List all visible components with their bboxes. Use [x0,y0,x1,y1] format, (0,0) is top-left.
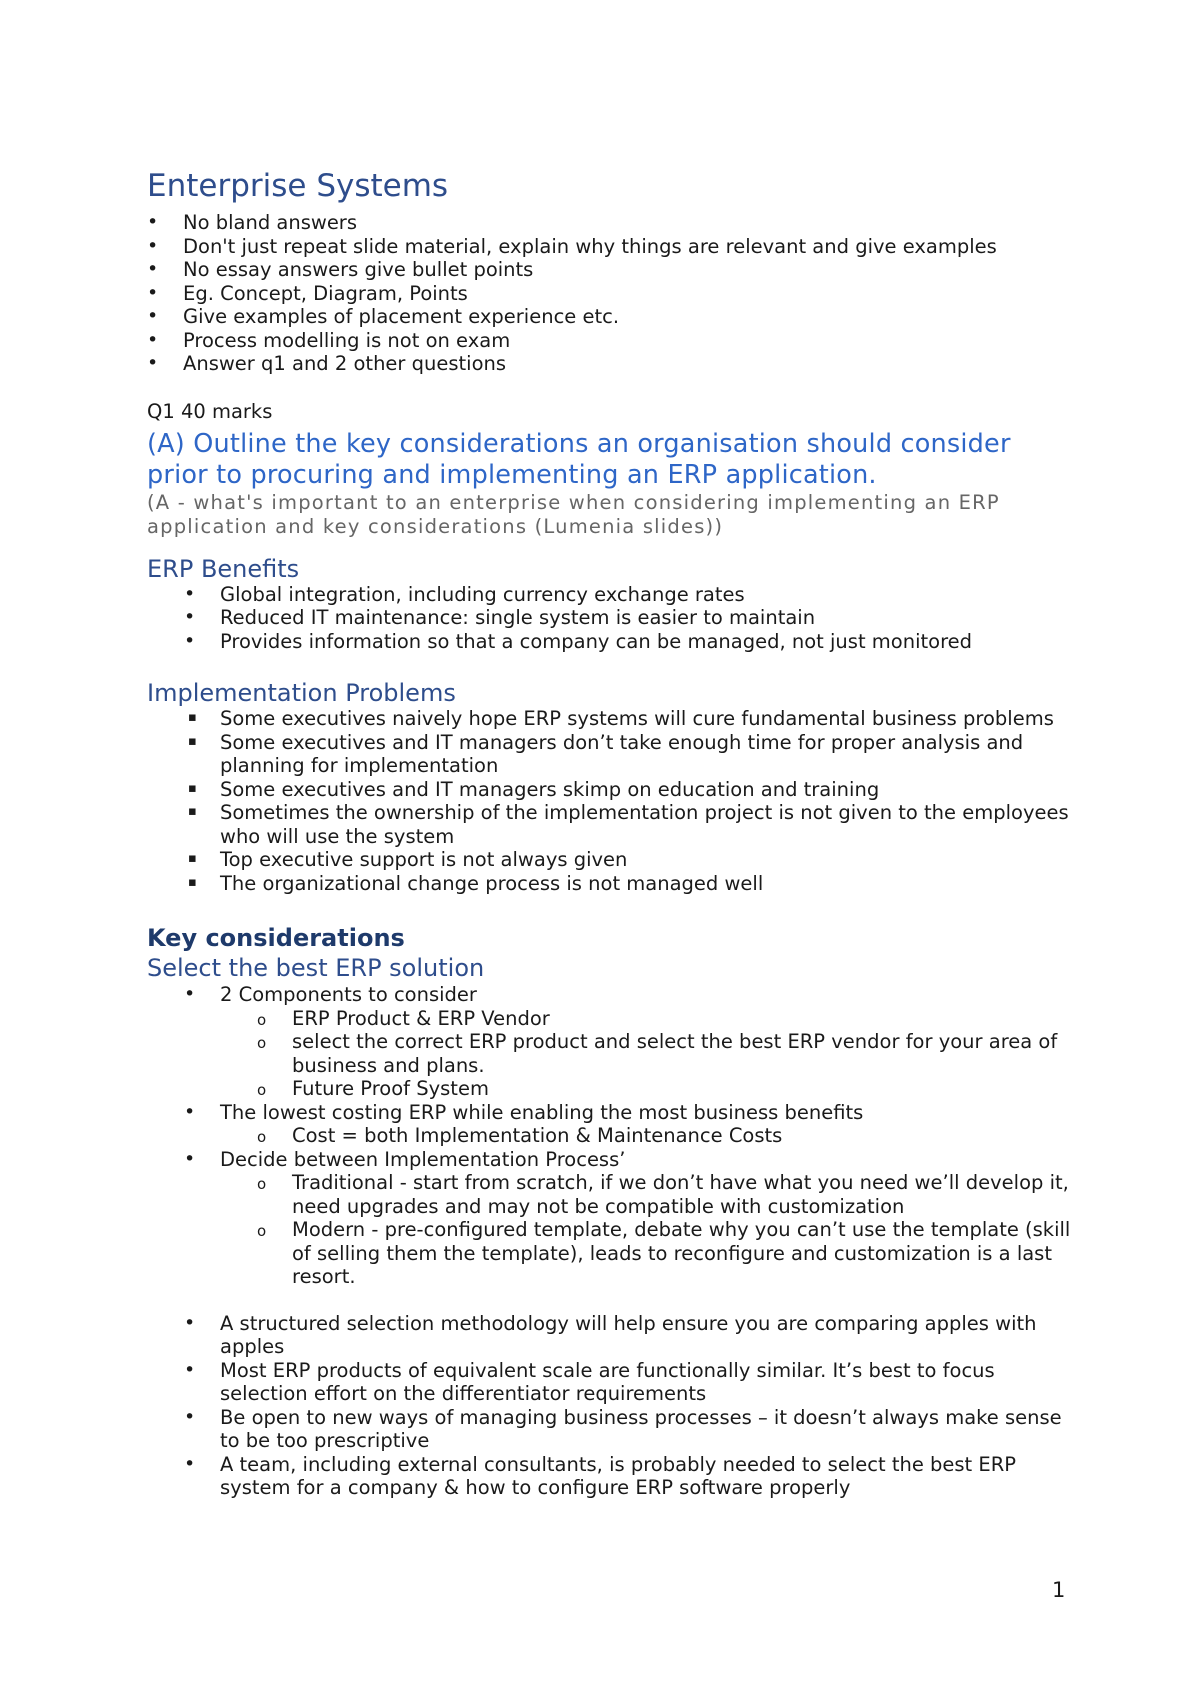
sub-list-item: o Cost = both Implementation & Maintenance Costs [147,1124,1077,1148]
key-considerations-list-cont [147,1101,1077,1125]
sub-list-item: o Modern - pre-configured template, debate why you can’t use the template (skill of selling them the template), leads to reconfigure and customization is a last resort. [147,1218,1077,1289]
list-item: ▪ The organizational change process is not managed well [147,872,1077,896]
implementation-problems-heading: Implementation Problems [147,679,456,708]
list-item: • Provides information so that a company can be managed, not just monitored [147,630,1077,654]
erp-benefits-heading: ERP Benefits [147,554,300,583]
spacer [147,1289,1077,1312]
list-item: ▪ Top executive support is not always given [147,848,1077,872]
sub-list-item: o select the correct ERP product and select the best ERP vendor for your area of business and plans. [147,1030,1077,1077]
question-heading: (A) Outline the key considerations an organisation should consider prior to procuring and implementing an ERP application. [147,428,1011,490]
list-item: • Decide between Implementation Process’ [147,1148,1077,1172]
sub-list [147,1171,1077,1289]
question-note: (A - what's important to an enterprise when considering implementing an ERP application and key considerations (Lumenia slides)) [147,490,1000,538]
sub-list-item: o Future Proof System [147,1077,1077,1101]
intro-bullet-list [147,211,1077,376]
page-title: Enterprise Systems [147,168,449,204]
key-considerations-list [147,983,1077,1007]
selection-advice-list [147,1312,1077,1500]
erp-benefits-list [147,583,1077,654]
key-considerations-list-cont [147,1148,1077,1172]
list-item: • Most ERP products of equivalent scale are functionally similar. It’s best to focus selection effort on the differentiator requirements [147,1359,1077,1406]
list-item: • 2 Components to consider [147,983,1077,1007]
list-item: • A structured selection methodology will help ensure you are comparing apples with apples [147,1312,1077,1359]
sub-list [147,1007,1077,1101]
list-item: • Eg. Concept, Diagram, Points [147,282,1077,306]
list-item: • Reduced IT maintenance: single system is easier to maintain [147,606,1077,630]
list-item: • Global integration, including currency exchange rates [147,583,1077,607]
list-item: • Be open to new ways of managing business processes – it doesn’t always make sense to be too prescriptive [147,1406,1077,1453]
question-marks: Q1 40 marks [147,399,273,423]
list-item: ▪ Some executives and IT managers skimp on education and training [147,778,1077,802]
select-erp-subheading: Select the best ERP solution [147,954,485,983]
list-item: • Process modelling is not on exam [147,329,1077,353]
list-item: • Give examples of placement experience etc. [147,305,1077,329]
list-item: ▪ Sometimes the ownership of the implementation project is not given to the employees who will use the system [147,801,1077,848]
list-item: • No essay answers give bullet points [147,258,1077,282]
sub-list [147,1124,1077,1148]
list-item: • No bland answers [147,211,1077,235]
list-item: • Don't just repeat slide material, explain why things are relevant and give examples [147,235,1077,259]
sub-list-item: o Traditional - start from scratch, if we don’t have what you need we’ll develop it, need upgrades and may not be compatible with customization [147,1171,1077,1218]
implementation-problems-list [147,707,1077,895]
page-number: 1 [1052,1578,1066,1602]
document-body [147,168,1077,1500]
list-item: • Answer q1 and 2 other questions [147,352,1077,376]
list-item: • The lowest costing ERP while enabling the most business benefits [147,1101,1077,1125]
key-considerations-heading: Key considerations [147,924,405,953]
list-item: ▪ Some executives and IT managers don’t take enough time for proper analysis and planning for implementation [147,731,1077,778]
sub-list-item: o ERP Product & ERP Vendor [147,1007,1077,1031]
list-item: ▪ Some executives naively hope ERP systems will cure fundamental business problems [147,707,1077,731]
list-item: • A team, including external consultants, is probably needed to select the best ERP system for a company & how to configure ERP software properly [147,1453,1077,1500]
